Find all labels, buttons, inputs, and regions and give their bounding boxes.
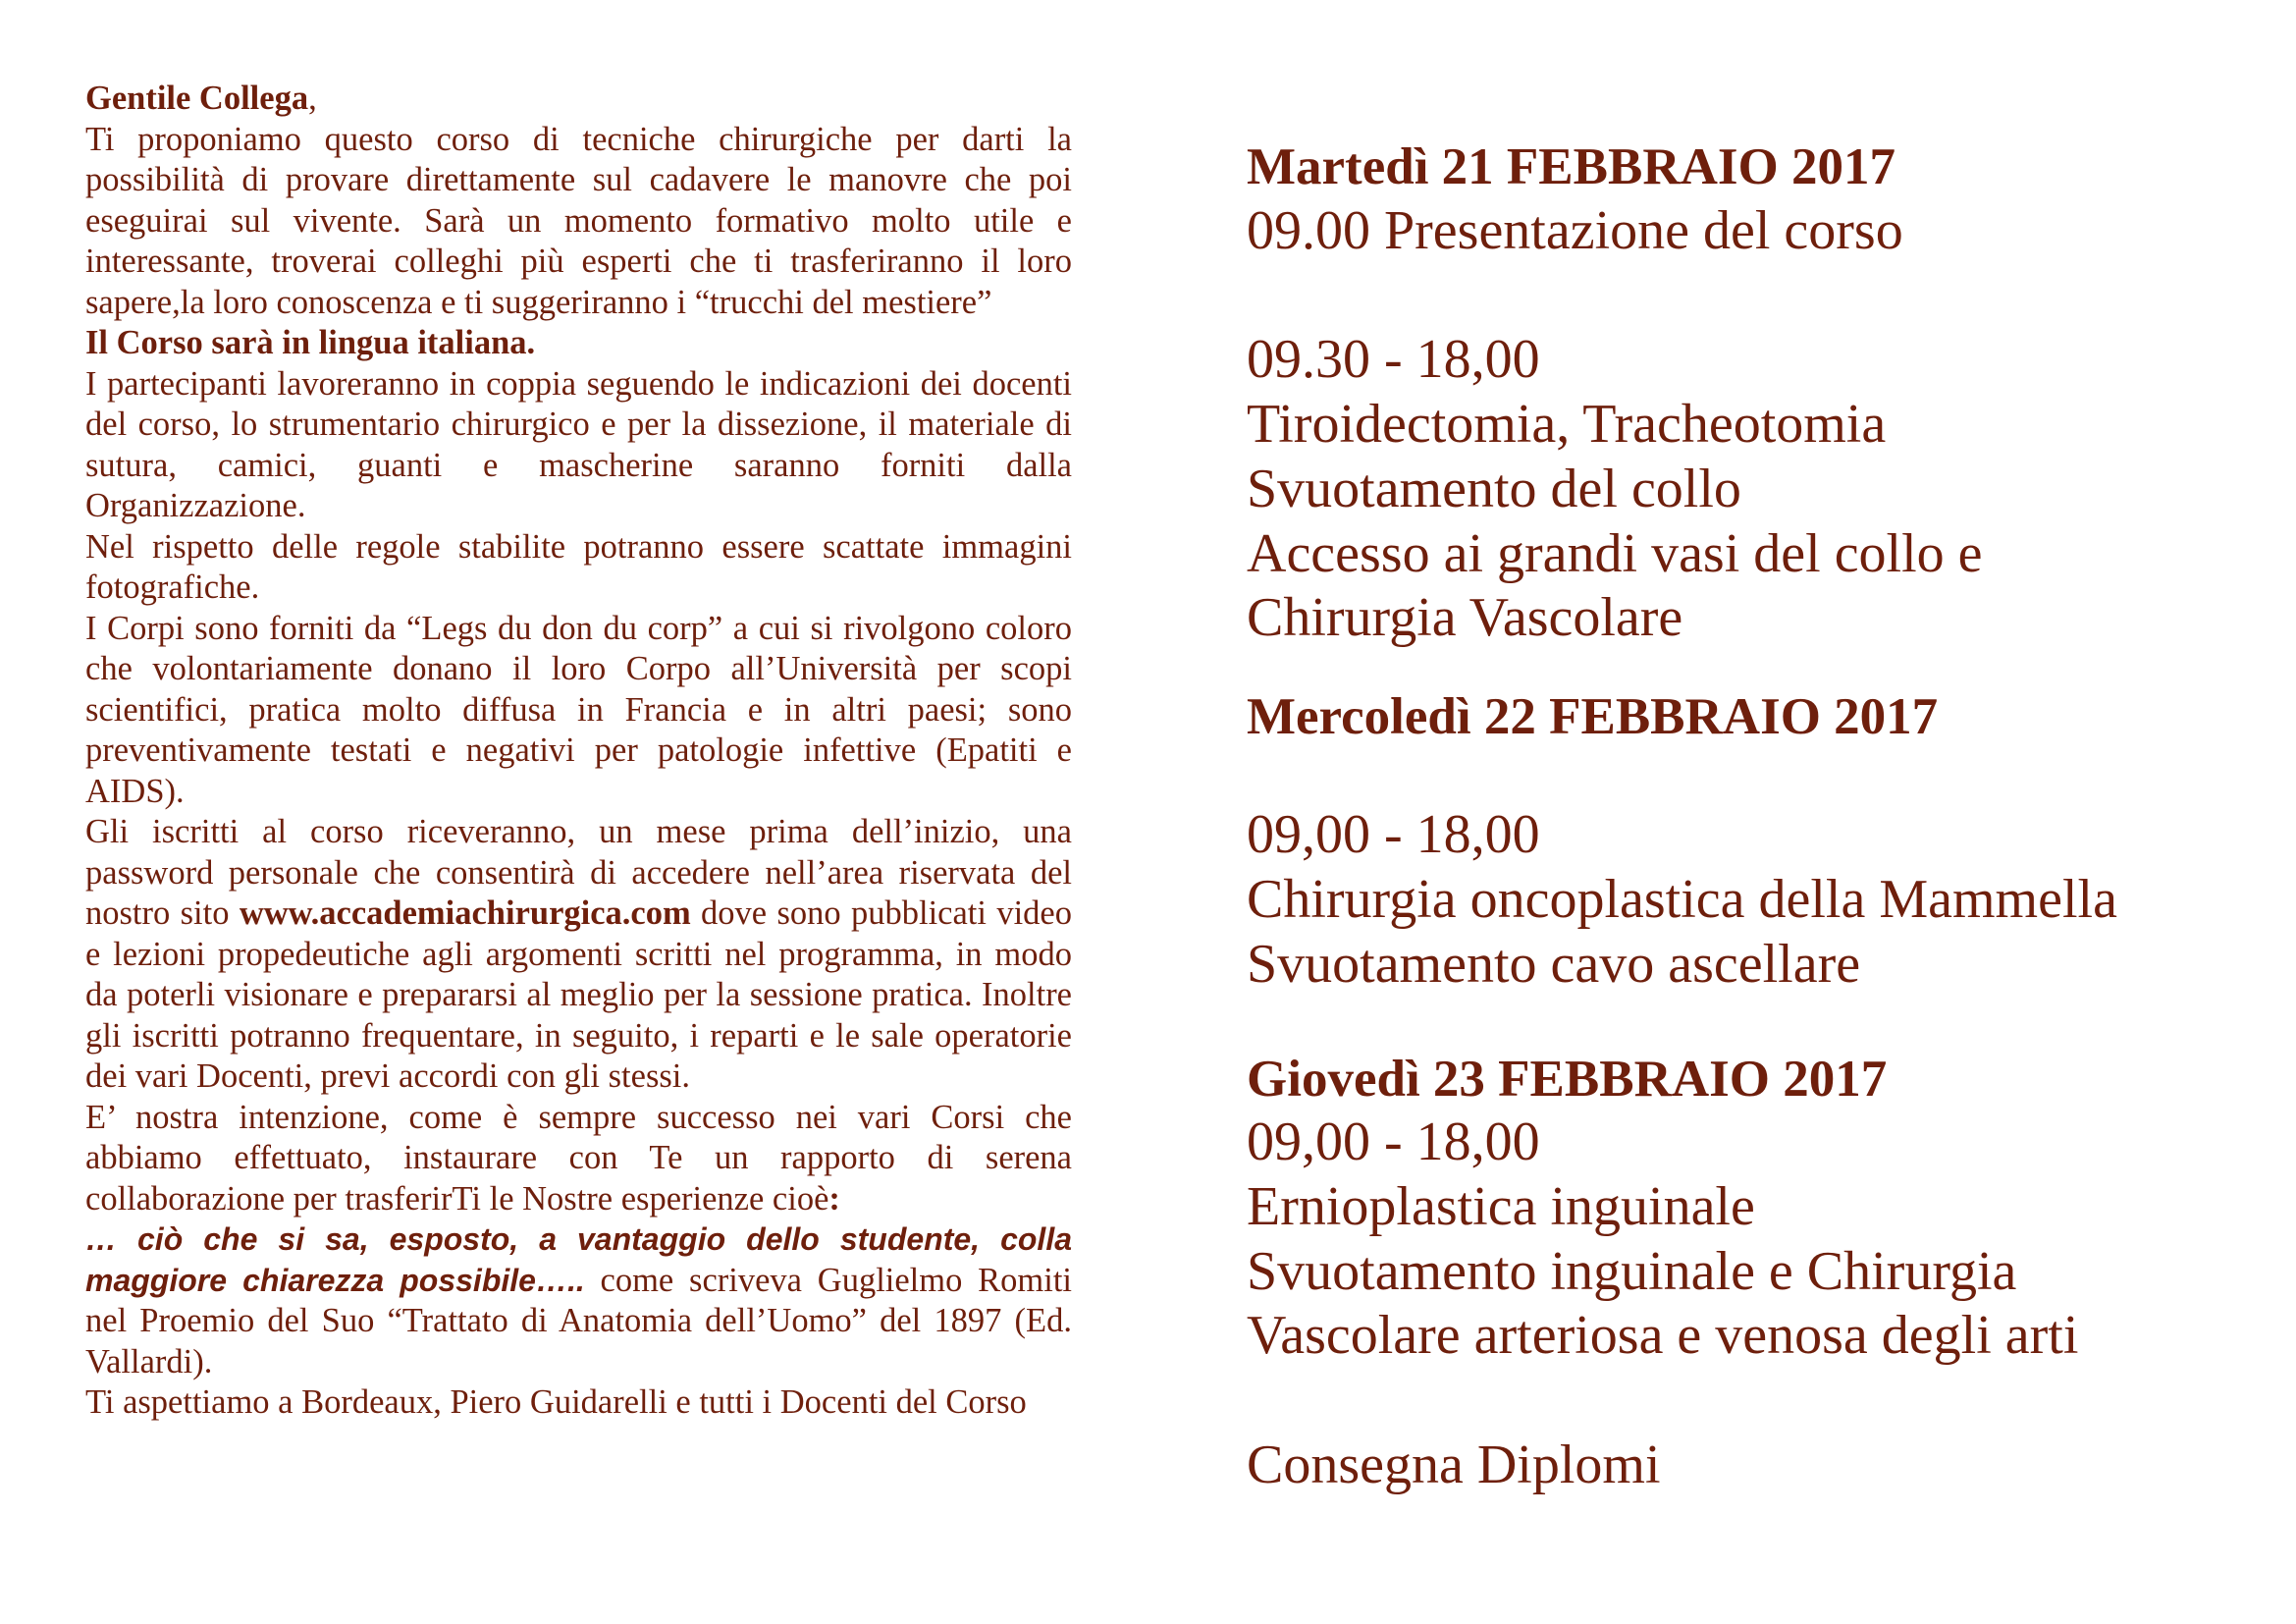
paragraph-partecipanti: I partecipanti lavoreranno in coppia seguendo le indicazioni dei docenti del corso, lo strumentario chirurgico e per la dissezione, il materiale di sutura, camici, guanti e mascherine saranno forniti dalla Organizzazione. xyxy=(85,364,1072,524)
day1-time: 09.30 - 18,00 xyxy=(1247,329,1540,390)
letter-greeting-line xyxy=(85,79,1072,120)
iscritti-text-before: Gli iscritti al corso riceveranno, un mese prima dell’inizio, una password personale che consentirà di accedere nell’area riservata del nostro sito xyxy=(85,813,1072,932)
day1-opening: 09.00 Presentazione del corso xyxy=(1247,200,1903,261)
day1-heading: Martedì 21 FEBBRAIO 2017 xyxy=(1247,138,1896,195)
day1-topic: Accesso ai grandi vasi del collo e xyxy=(1247,523,1983,584)
welcome-letter xyxy=(85,79,1072,1424)
day2-heading: Mercoledì 22 FEBBRAIO 2017 xyxy=(1247,688,1939,745)
letter-intro: Ti proponiamo questo corso di tecniche chirurgiche per darti la possibilità di provare direttamente sul cadavere le manovre che poi eseguirai sul vivente. Sarà un momento formativo molto utile e interessante, troverai colleghi più esperti che ti trasferiranno il loro sapere,la loro conoscenza e ti suggeriranno i “trucchi del mestiere” xyxy=(85,120,1072,321)
paragraph-foto: Nel rispetto delle regole stabilite potranno essere scattate immagini fotografiche. xyxy=(85,527,1072,606)
website-link[interactable]: www.accademiachirurgica.com xyxy=(239,894,691,932)
language-note: Il Corso sarà in lingua italiana. xyxy=(85,324,536,361)
letter-closing: Ti aspettiamo a Bordeaux, Piero Guidarelli e tutti i Docenti del Corso xyxy=(85,1383,1027,1421)
day2-topic: Svuotamento cavo ascellare xyxy=(1247,934,1861,995)
iscritti-text-after: dove sono pubblicati video e lezioni propedeutiche agli argomenti scritti nel programma, in modo da poterli visionare e prepararsi al meglio per la sessione pratica. Inoltre gli iscritti potranno frequentare, in seguito, i reparti e le sale operatorie dei vari Docenti, previ accordi con gli stessi. xyxy=(85,894,1072,1095)
day1-topic: Chirurgia Vascolare xyxy=(1247,587,1683,648)
day1-topic: Svuotamento del collo xyxy=(1247,459,1741,519)
day3-time: 09,00 - 18,00 xyxy=(1247,1111,1540,1172)
day1-topic: Tiroidectomia, Tracheotomia xyxy=(1247,394,1887,455)
letter-greeting: Gentile Collega xyxy=(85,80,309,117)
intenzione-text: E’ nostra intenzione, come è sempre successo nei vari Corsi che abbiamo effettuato, instaurare con Te un rapporto di serena collaborazione per trasferirTi le Nostre esperienze cioè xyxy=(85,1098,1072,1218)
romiti-quote: … ciò che si sa, esposto, a vantaggio dello studente, colla maggiore chiarezza possibile….. xyxy=(85,1221,1072,1298)
quote-source: come scriveva Guglielmo Romiti nel Proemio del Suo “Trattato di Anatomia dell’Uomo” del 1897 (Ed. Vallardi). xyxy=(85,1261,1073,1380)
day3-heading: Giovedì 23 FEBBRAIO 2017 xyxy=(1247,1051,1888,1108)
day2-topic: Chirurgia oncoplastica della Mammella xyxy=(1247,869,2117,930)
paragraph-corpi: I Corpi sono forniti da “Legs du don du corp” a cui si rivolgono coloro che volontariamente donano il loro Corpo all’Università per scopi scientifici, pratica molto diffusa in Francia e in altri paesi; sono preventivamente testati e negativi per patologie infettive (Epatiti e AIDS). xyxy=(85,609,1072,810)
day3-topic: Ernioplastica inguinale xyxy=(1247,1176,1755,1237)
day2-time: 09,00 - 18,00 xyxy=(1247,804,1540,865)
intenzione-colon: : xyxy=(828,1179,840,1218)
day3-topic: Vascolare arteriosa e venosa degli arti xyxy=(1247,1305,2079,1366)
day3-closing: Consegna Diplomi xyxy=(1247,1435,1661,1495)
letter-greeting-punct: , xyxy=(308,80,317,117)
day3-topic: Svuotamento inguinale e Chirurgia xyxy=(1247,1241,2017,1302)
paragraph-intenzione xyxy=(85,1098,1072,1220)
paragraph-quote xyxy=(85,1219,1072,1382)
paragraph-iscritti xyxy=(85,812,1072,1098)
